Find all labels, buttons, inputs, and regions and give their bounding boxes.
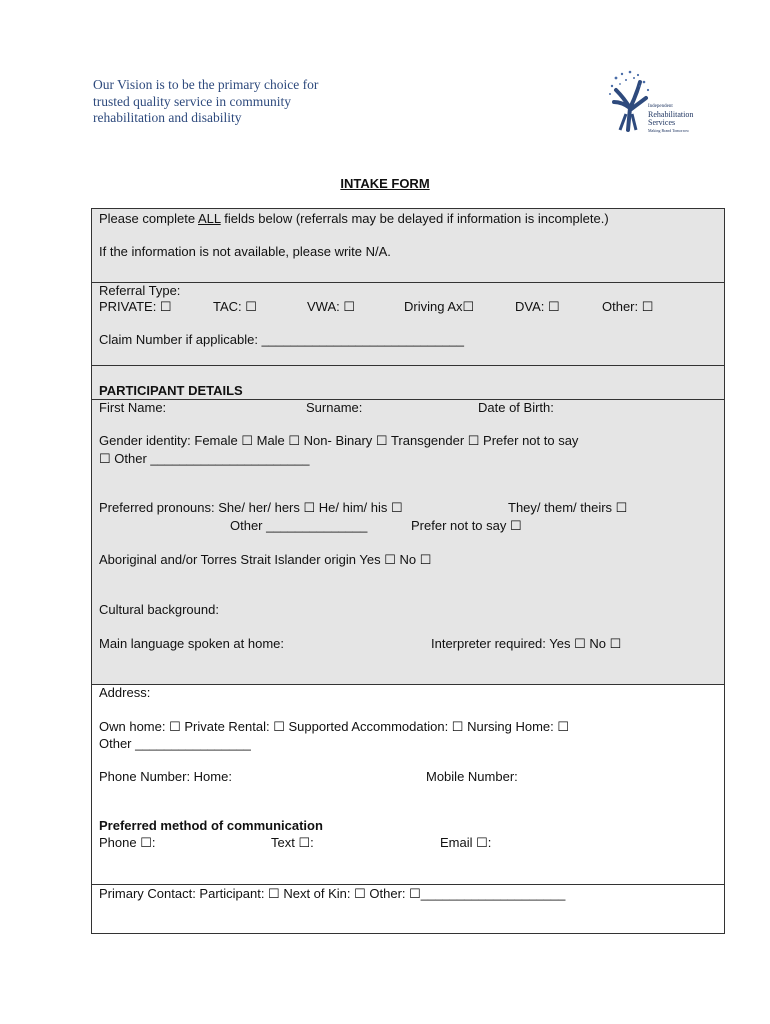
- vision-line: rehabilitation and disability: [93, 110, 242, 125]
- participant-details-heading: PARTICIPANT DETAILS: [99, 383, 243, 398]
- accommodation-other-field[interactable]: Other ________________: [99, 736, 251, 751]
- primary-contact-section: [92, 885, 724, 933]
- main-language-field[interactable]: Main language spoken at home:: [99, 636, 285, 651]
- referral-option-other[interactable]: Other: ☐: [602, 299, 654, 314]
- communication-phone-option[interactable]: Phone ☐:: [99, 835, 156, 850]
- surname-field[interactable]: Surname:: [306, 400, 363, 415]
- home-phone-field[interactable]: Phone Number: Home:: [99, 769, 232, 784]
- communication-text-option[interactable]: Text ☐:: [271, 835, 314, 850]
- accommodation-options[interactable]: Own home: ☐ Private Rental: ☐ Supported Accommodation: ☐ Nursing Home: ☐: [99, 719, 570, 734]
- referral-option-vwa[interactable]: VWA: ☐: [307, 299, 356, 314]
- participant-section: [92, 400, 724, 685]
- referral-option-driving[interactable]: Driving Ax☐: [404, 299, 475, 314]
- date-of-birth-field[interactable]: Date of Birth:: [478, 400, 554, 415]
- referral-option-dva[interactable]: DVA: ☐: [515, 299, 560, 314]
- pronoun-options[interactable]: Preferred pronouns: She/ her/ hers ☐ He/ him/ his ☐: [99, 500, 403, 515]
- address-section: [92, 685, 724, 885]
- vision-statement: [93, 77, 383, 127]
- logo-wordmark: Independent Rehabilitation Services Making Brand Tomorrow: [648, 104, 694, 133]
- referral-section: [92, 283, 724, 366]
- address-field[interactable]: Address:: [99, 685, 151, 700]
- mobile-number-field[interactable]: Mobile Number:: [426, 769, 518, 784]
- pronoun-they-option[interactable]: They/ them/ theirs ☐: [508, 500, 628, 515]
- intake-form: [91, 208, 725, 934]
- instructions-line-1: Please complete ALL fields below (referrals may be delayed if information is incomplete.): [99, 211, 609, 226]
- primary-contact-options[interactable]: Primary Contact: Participant: ☐ Next of Kin: ☐ Other: ☐____________________: [99, 886, 566, 901]
- communication-heading: Preferred method of communication: [99, 818, 323, 833]
- referral-option-tac[interactable]: TAC: ☐: [213, 299, 257, 314]
- gender-identity-options[interactable]: Gender identity: Female ☐ Male ☐ Non- Binary ☐ Transgender ☐ Prefer not to say: [99, 433, 579, 448]
- pronoun-other-field[interactable]: Other ______________: [230, 518, 368, 533]
- cultural-background-field[interactable]: Cultural background:: [99, 602, 219, 617]
- participant-heading-band: [92, 366, 724, 400]
- vision-line: trusted quality service in community: [93, 93, 291, 109]
- interpreter-options[interactable]: Interpreter required: Yes ☐ No ☐: [431, 636, 622, 651]
- first-name-field[interactable]: First Name:: [99, 400, 167, 415]
- form-title: INTAKE FORM: [340, 176, 430, 191]
- claim-number-field[interactable]: Claim Number if applicable: ____________________________: [99, 332, 465, 347]
- gender-other-field[interactable]: ☐ Other ______________________: [99, 451, 310, 466]
- instructions-section: [92, 209, 724, 283]
- referral-type-label: Referral Type:: [99, 283, 181, 298]
- instructions-line-2: If the information is not available, please write N/A.: [99, 244, 391, 259]
- vision-line: Our Vision is to be the primary choice for: [93, 77, 319, 92]
- referral-option-private[interactable]: PRIVATE: ☐: [99, 299, 172, 314]
- pronoun-prefer-not-option[interactable]: Prefer not to say ☐: [411, 518, 522, 533]
- communication-email-option[interactable]: Email ☐:: [440, 835, 492, 850]
- aboriginal-origin-options[interactable]: Aboriginal and/or Torres Strait Islander origin Yes ☐ No ☐: [99, 552, 432, 567]
